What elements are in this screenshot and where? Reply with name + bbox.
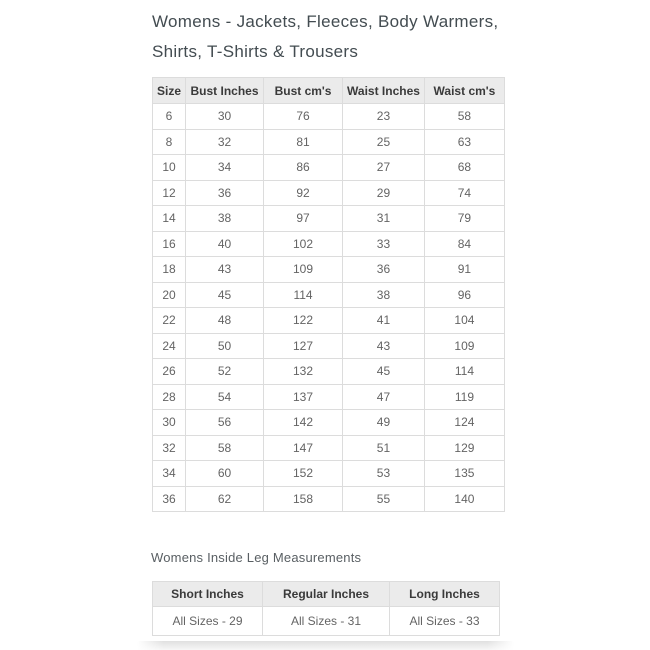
size-table-cell: 109 [424, 333, 504, 359]
size-table-cell: 18 [153, 257, 186, 283]
col-header-bust-inches: Bust Inches [186, 78, 264, 104]
size-table-cell: 26 [153, 359, 186, 385]
size-table-cell: 63 [424, 129, 504, 155]
size-table-cell: 102 [264, 231, 343, 257]
size-table-cell: 104 [424, 308, 504, 334]
womens-size-table [152, 77, 505, 512]
size-table-cell: 127 [264, 333, 343, 359]
size-table-cell: 32 [153, 435, 186, 461]
size-table-cell: 6 [153, 104, 186, 130]
leg-table-header [153, 582, 500, 607]
size-table-cell: 124 [424, 410, 504, 436]
size-table-cell: 114 [264, 282, 343, 308]
size-table-header-row [153, 78, 505, 104]
size-table-cell: 14 [153, 206, 186, 232]
size-table-cell: 45 [343, 359, 425, 385]
size-table-cell: 45 [186, 282, 264, 308]
size-table-cell: 10 [153, 155, 186, 181]
size-table-cell: 147 [264, 435, 343, 461]
size-table-cell: 86 [264, 155, 343, 181]
table-row [153, 231, 505, 257]
size-table-cell: 49 [343, 410, 425, 436]
table-row [153, 180, 505, 206]
size-table-cell: 74 [424, 180, 504, 206]
size-table-cell: 58 [424, 104, 504, 130]
size-table-cell: 79 [424, 206, 504, 232]
size-table-cell: 140 [424, 486, 504, 512]
size-table-cell: 22 [153, 308, 186, 334]
size-table-cell: 41 [343, 308, 425, 334]
table-row [153, 155, 505, 181]
table-row [153, 435, 505, 461]
table-row [153, 384, 505, 410]
size-table-cell: 32 [186, 129, 264, 155]
size-table-cell: 97 [264, 206, 343, 232]
size-table-cell: 137 [264, 384, 343, 410]
size-table-cell: 38 [186, 206, 264, 232]
size-table-cell: 68 [424, 155, 504, 181]
inside-leg-table [152, 581, 500, 636]
col-header-waist-cms: Waist cm's [424, 78, 504, 104]
leg-table-header-row [153, 582, 500, 607]
table-row [153, 308, 505, 334]
table-row [153, 257, 505, 283]
size-table-cell: 158 [264, 486, 343, 512]
size-table-cell: 20 [153, 282, 186, 308]
size-table-cell: 114 [424, 359, 504, 385]
size-table-cell: 30 [153, 410, 186, 436]
size-table-cell: 33 [343, 231, 425, 257]
size-table-cell: 76 [264, 104, 343, 130]
size-table-cell: 12 [153, 180, 186, 206]
size-table-cell: 58 [186, 435, 264, 461]
col-header-short-inches: Short Inches [153, 582, 263, 607]
size-table-cell: 109 [264, 257, 343, 283]
table-row [153, 333, 505, 359]
size-table-cell: 36 [343, 257, 425, 283]
size-table-cell: 43 [343, 333, 425, 359]
size-table-cell: 81 [264, 129, 343, 155]
size-table-cell: 25 [343, 129, 425, 155]
inside-leg-heading: Womens Inside Leg Measurements [151, 550, 362, 565]
size-table-cell: 96 [424, 282, 504, 308]
size-table-cell: 55 [343, 486, 425, 512]
size-table-cell: 31 [343, 206, 425, 232]
size-table-cell: 36 [153, 486, 186, 512]
size-table-cell: 27 [343, 155, 425, 181]
size-table-cell: 84 [424, 231, 504, 257]
leg-table-body [153, 607, 500, 636]
table-row [153, 461, 505, 487]
size-table-body [153, 104, 505, 512]
size-table-cell: 29 [343, 180, 425, 206]
leg-table-cell: All Sizes - 33 [390, 607, 500, 636]
size-table-cell: 129 [424, 435, 504, 461]
col-header-waist-inches: Waist Inches [343, 78, 425, 104]
size-table-header [153, 78, 505, 104]
page-title: Womens - Jackets, Fleeces, Body Warmers, Shirts, T-Shirts & Trousers [152, 12, 499, 61]
size-table-cell: 24 [153, 333, 186, 359]
col-header-bust-cms: Bust cm's [264, 78, 343, 104]
size-table-cell: 56 [186, 410, 264, 436]
size-table-cell: 43 [186, 257, 264, 283]
size-table-cell: 51 [343, 435, 425, 461]
table-row [153, 607, 500, 636]
size-table-cell: 38 [343, 282, 425, 308]
size-table-cell: 8 [153, 129, 186, 155]
size-table-cell: 152 [264, 461, 343, 487]
leg-table-cell: All Sizes - 31 [263, 607, 390, 636]
size-table-cell: 50 [186, 333, 264, 359]
size-table-cell: 30 [186, 104, 264, 130]
size-table-cell: 142 [264, 410, 343, 436]
table-row [153, 129, 505, 155]
size-table-cell: 34 [186, 155, 264, 181]
size-table-cell: 40 [186, 231, 264, 257]
leg-table-cell: All Sizes - 29 [153, 607, 263, 636]
table-row [153, 282, 505, 308]
size-table-cell: 16 [153, 231, 186, 257]
size-table-cell: 48 [186, 308, 264, 334]
col-header-long-inches: Long Inches [390, 582, 500, 607]
size-table-cell: 52 [186, 359, 264, 385]
section-divider-shadow [137, 641, 514, 650]
col-header-regular-inches: Regular Inches [263, 582, 390, 607]
table-row [153, 104, 505, 130]
size-table-cell: 92 [264, 180, 343, 206]
size-table-cell: 54 [186, 384, 264, 410]
table-row [153, 410, 505, 436]
size-table-cell: 47 [343, 384, 425, 410]
size-table-cell: 91 [424, 257, 504, 283]
size-table-cell: 23 [343, 104, 425, 130]
size-table-cell: 119 [424, 384, 504, 410]
size-table-cell: 135 [424, 461, 504, 487]
size-table-cell: 36 [186, 180, 264, 206]
size-table-cell: 62 [186, 486, 264, 512]
table-row [153, 486, 505, 512]
size-table-cell: 122 [264, 308, 343, 334]
col-header-size: Size [153, 78, 186, 104]
table-row [153, 359, 505, 385]
table-row [153, 206, 505, 232]
size-table-cell: 132 [264, 359, 343, 385]
size-table-cell: 53 [343, 461, 425, 487]
size-table-cell: 60 [186, 461, 264, 487]
size-table-cell: 34 [153, 461, 186, 487]
size-table-cell: 28 [153, 384, 186, 410]
